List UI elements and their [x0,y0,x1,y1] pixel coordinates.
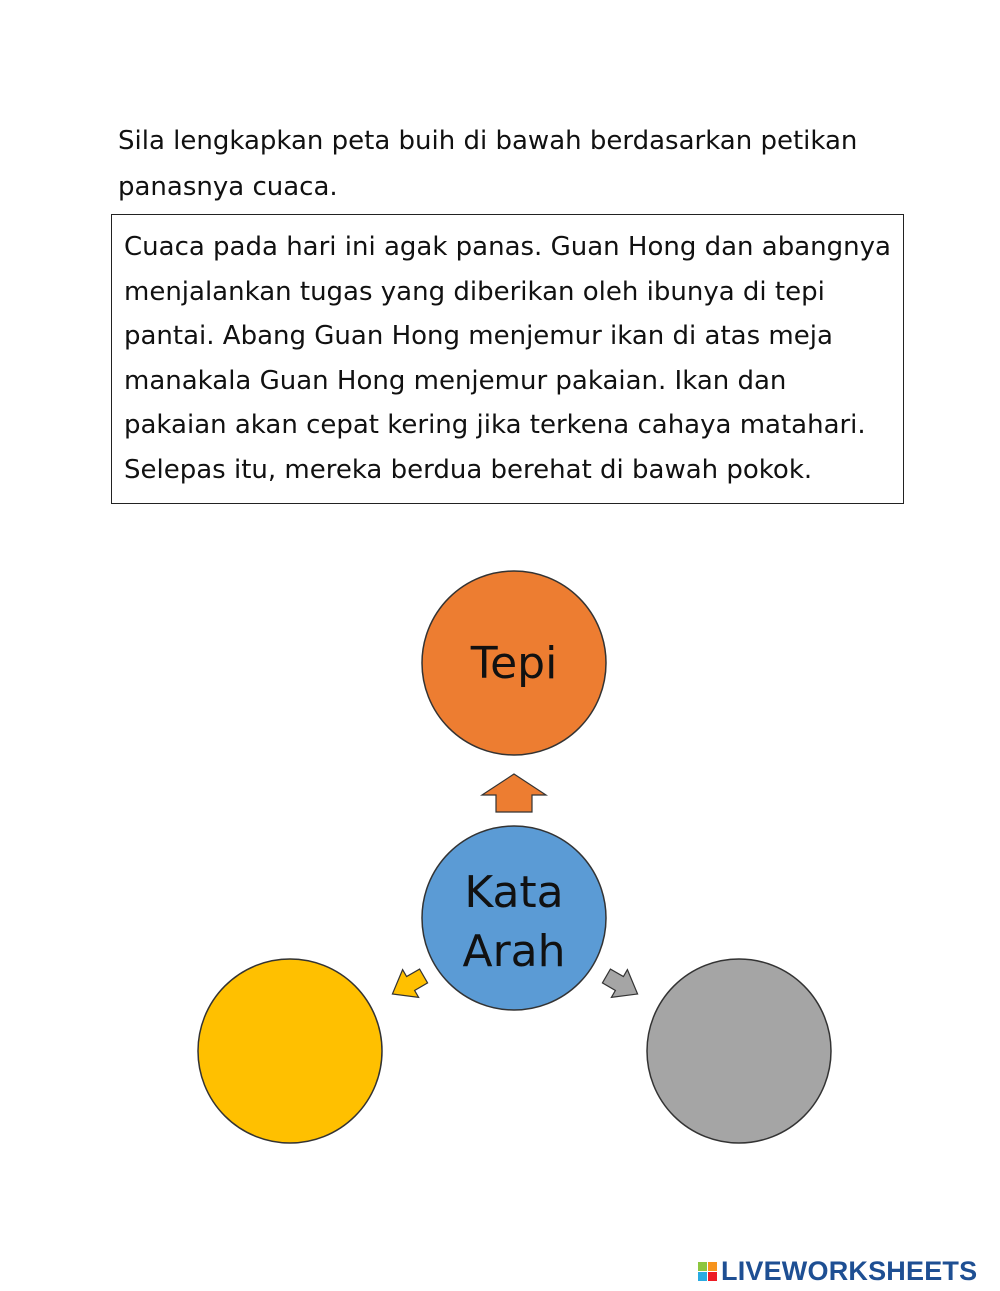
passage-line: Cuaca pada hari ini agak panas. Guan Hong dan abangnya [124,232,891,262]
passage-line: menjalankan tugas yang diberikan oleh ibunya di tepi [124,276,825,307]
arrow-up-icon [482,774,546,812]
brand-name: LIVEWORKSHEETS [721,1256,978,1286]
passage-line: manakala Guan Hong menjemur pakaian. Ikan dan [124,365,787,396]
liveworksheets-logo [698,1256,977,1287]
instruction-line: panasnya cuaca. [118,172,338,202]
logo-block [698,1262,707,1271]
bubble-top-label: Tepi [470,638,558,689]
arrow-down-left-icon [384,962,431,1008]
passage-line: pakaian akan cepat kering jika terkena cahaya matahari. [124,410,866,440]
instruction-line: Sila lengkapkan peta buih di bawah berdasarkan petikan [118,126,858,156]
bubble-center-label-line2: Arah [462,926,566,977]
passage-line: Selepas itu, mereka berdua berehat di bawah pokok. [124,454,813,485]
bubble-center [422,826,606,1010]
arrow-down-right-icon [598,962,645,1008]
logo-block [708,1262,717,1271]
bubble-bottom-right[interactable] [647,959,831,1143]
logo-blocks-icon [698,1262,717,1281]
bubble-center-label-line1: Kata [464,867,564,918]
passage-line: pantai. Abang Guan Hong menjemur ikan di atas meja [124,321,833,351]
logo-block [698,1272,707,1281]
logo-block [708,1272,717,1281]
bubble-bottom-left[interactable] [198,959,382,1143]
